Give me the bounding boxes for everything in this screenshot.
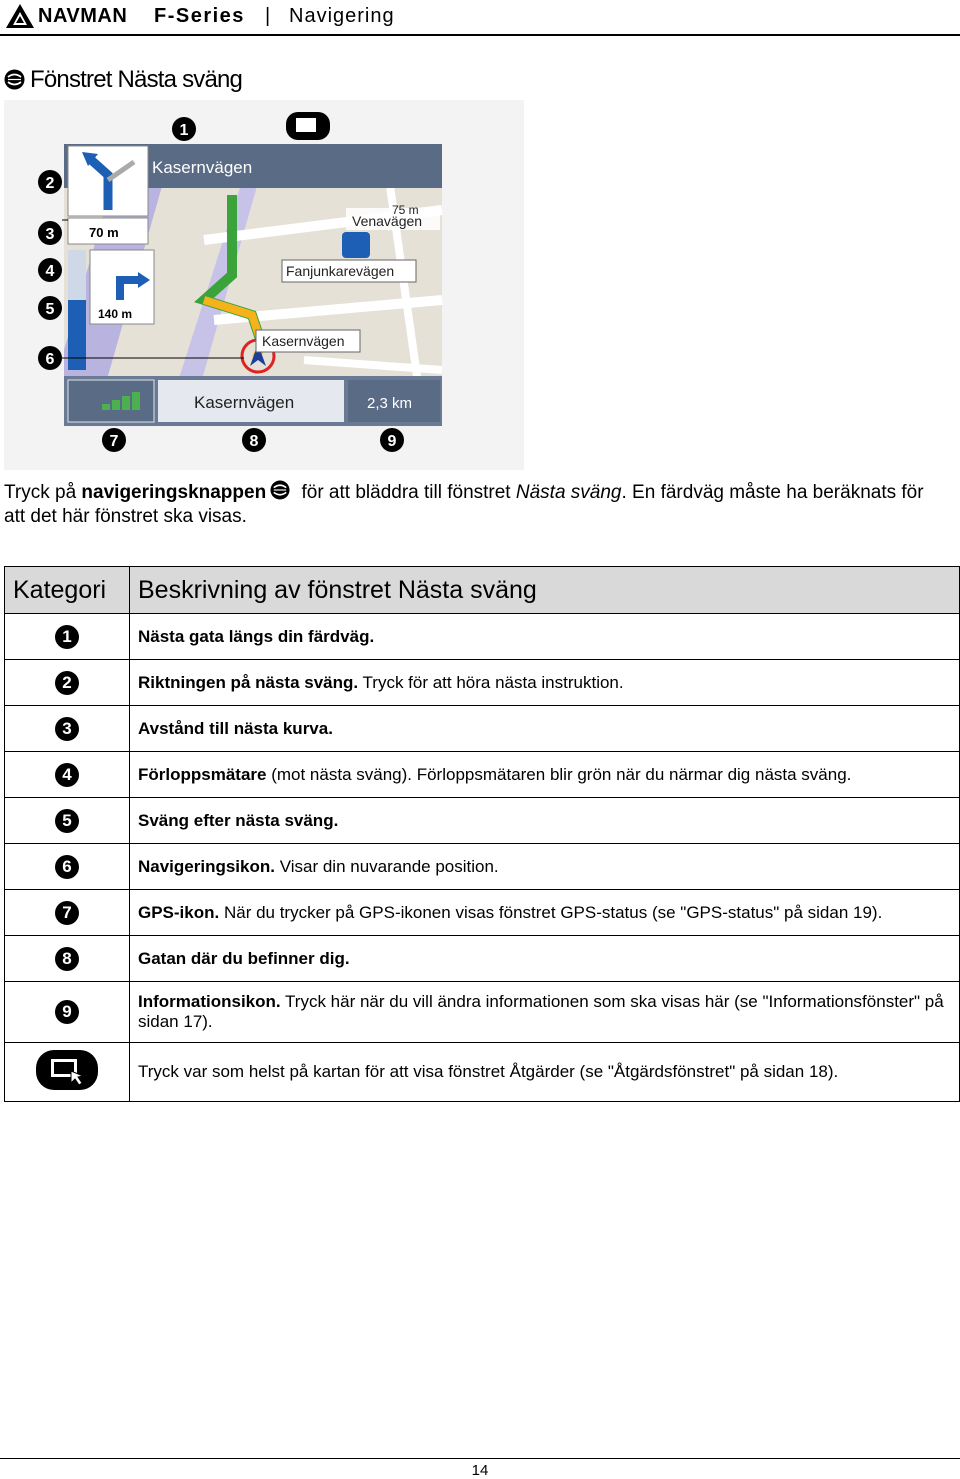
- callout-9: [380, 428, 404, 452]
- svg-text:9: 9: [387, 433, 397, 450]
- svg-text:5: 5: [45, 301, 55, 318]
- next-turn-screenshot: [4, 100, 524, 470]
- progress-bar-fill: [68, 300, 86, 370]
- street-label-venavagen: Venavägen: [352, 213, 423, 229]
- row-title: Riktningen på nästa sväng.: [138, 672, 359, 692]
- table-row: [5, 706, 960, 752]
- brand-name: NAVMAN: [38, 5, 128, 27]
- callout-8: [242, 428, 266, 452]
- callout-2: [38, 170, 62, 194]
- callout-4: [38, 258, 62, 282]
- row-title: Förloppsmätare: [138, 764, 267, 784]
- intro-text-italic: Nästa sväng: [515, 482, 622, 503]
- callout-1: [172, 117, 196, 141]
- number-badge: 2: [55, 671, 79, 695]
- number-badge: 6: [55, 855, 79, 879]
- product-series: F-Series: [154, 5, 245, 27]
- table-header-row: [5, 567, 960, 614]
- intro-text-mid: för att bläddra till fönstret: [296, 482, 516, 503]
- callout-5: [38, 296, 62, 320]
- svg-text:8: 8: [249, 433, 259, 450]
- intro-text-pre: Tryck på: [4, 482, 82, 503]
- svg-text:3: 3: [45, 226, 55, 243]
- distance-label-2: 140 m: [98, 307, 133, 321]
- svg-text:7: 7: [109, 433, 119, 450]
- street-label-kasernvagen: Kasernvägen: [262, 333, 345, 349]
- svg-text:2: 2: [45, 175, 55, 192]
- column-header-description: Beskrivning av fönstret Nästa sväng: [130, 567, 960, 614]
- poi-theatre-icon: [342, 232, 370, 258]
- bottom-distance-label: 2,3 km: [367, 395, 413, 412]
- svg-text:6: 6: [45, 351, 55, 368]
- row-text: (mot nästa sväng). Förloppsmätaren blir grön när du närmar dig nästa sväng.: [266, 764, 852, 784]
- row-title: Navigeringsikon.: [138, 856, 275, 876]
- svg-text:1: 1: [179, 122, 189, 139]
- next-turn-screen-figure: [4, 100, 524, 470]
- street-label-fanjunkarevagen: Fanjunkarevägen: [286, 263, 395, 279]
- navigation-button-icon: [4, 69, 25, 90]
- row-title: Gatan där du befinner dig.: [138, 948, 350, 968]
- category-table: [4, 566, 960, 1102]
- page-number: 14: [471, 1462, 489, 1479]
- intro-paragraph: [4, 480, 944, 529]
- navigation-button-icon: [270, 480, 290, 500]
- row-text: Tryck för att höra nästa instruktion.: [358, 672, 624, 692]
- number-badge: 9: [55, 1000, 79, 1024]
- row-title: Nästa gata längs din färdväg.: [138, 626, 375, 646]
- gps-status-icon: [68, 380, 154, 422]
- svg-text:4: 4: [45, 263, 55, 280]
- footer-divider: [0, 1458, 960, 1459]
- intro-text-post: . En färdväg måste ha beräknats för att det här fönstret ska visas.: [4, 482, 924, 527]
- section-title: Navigering: [289, 5, 395, 27]
- table-row: [5, 844, 960, 890]
- table-row: [5, 936, 960, 982]
- poi-distance-label: 75 m: [392, 203, 419, 217]
- row-text: Visar din nuvarande position.: [274, 856, 499, 876]
- row-text: Tryck här när du vill ändra informationen som ska visas här (se "Informationsfönster" på sidan 17).: [138, 992, 944, 1031]
- number-badge: 7: [55, 901, 79, 925]
- table-row: [5, 614, 960, 660]
- intro-text-bold: navigeringsknappen: [81, 482, 267, 503]
- table-row: [5, 660, 960, 706]
- number-badge: 8: [55, 947, 79, 971]
- callout-3: [38, 221, 62, 245]
- bottom-street-label: Kasernvägen: [194, 393, 295, 412]
- row-title: GPS-ikon.: [138, 902, 220, 922]
- top-street-label: Kasernvägen: [152, 158, 253, 177]
- row-title: Avstånd till nästa kurva.: [138, 718, 333, 738]
- header-separator: |: [265, 5, 271, 27]
- number-badge: 1: [55, 625, 79, 649]
- table-row: [5, 1043, 960, 1102]
- row-text: Tryck var som helst på kartan för att visa fönstret Åtgärder (se "Åtgärdsfönstret" på sidan 18).: [138, 1062, 839, 1081]
- callout-7: [102, 428, 126, 452]
- navman-logo-icon: [5, 3, 35, 29]
- table-row: [5, 752, 960, 798]
- callout-6: [38, 346, 62, 370]
- table-row: [5, 890, 960, 936]
- table-row: [5, 798, 960, 844]
- row-text: När du trycker på GPS-ikonen visas fönstret GPS-status (se "GPS-status" på sidan 19).: [219, 902, 883, 922]
- number-badge: 5: [55, 809, 79, 833]
- row-title: Informationsikon.: [138, 992, 281, 1011]
- touch-screen-icon: [35, 1049, 99, 1091]
- row-title: Sväng efter nästa sväng.: [138, 810, 339, 830]
- number-badge: 3: [55, 717, 79, 741]
- section-heading: Fönstret Nästa sväng: [30, 66, 243, 93]
- distance-label-1: 70 m: [89, 225, 119, 240]
- column-header-category: Kategori: [5, 567, 130, 614]
- page-header: [0, 0, 960, 36]
- number-badge: 4: [55, 763, 79, 787]
- table-row: [5, 982, 960, 1043]
